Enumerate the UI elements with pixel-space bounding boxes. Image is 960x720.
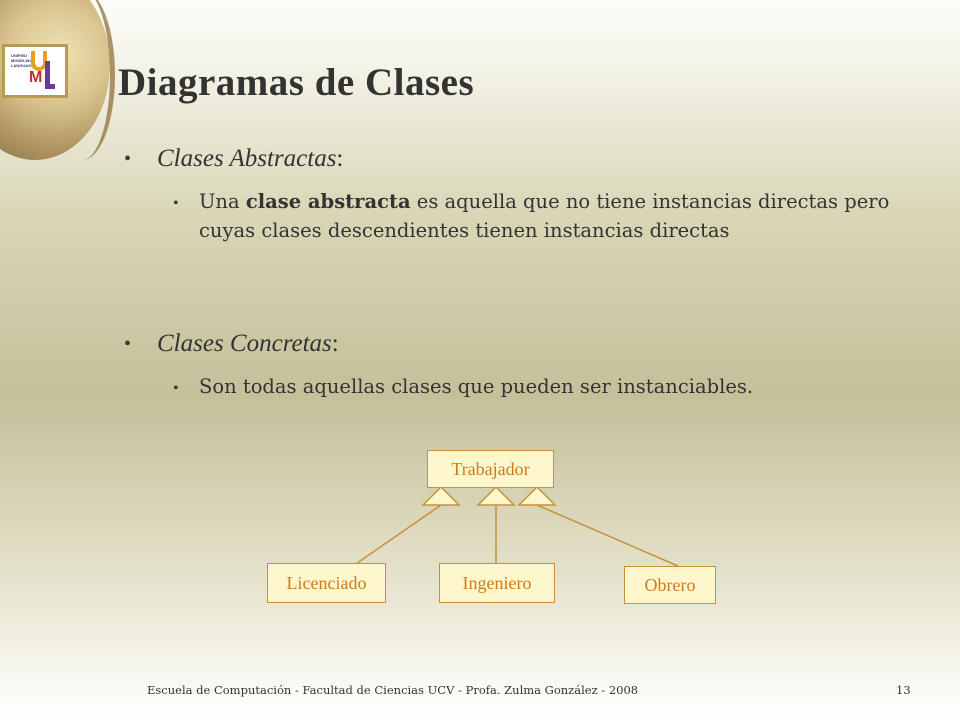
- slide-title: Diagramas de Clases: [118, 61, 475, 104]
- link-obrero: [537, 505, 678, 566]
- bullet-marker: •: [124, 333, 132, 355]
- class-trabajador: Trabajador: [427, 450, 554, 488]
- generalization-arrow-licenciado: [423, 487, 459, 505]
- definition-text-after: es aquella que no tiene instancias directas pero cuyas clases descendientes tienen instancias directas: [199, 190, 890, 242]
- uml-logo-m: M: [29, 69, 43, 86]
- link-licenciado: [353, 505, 441, 566]
- generalization-arrow-obrero: [519, 487, 555, 505]
- sub-bullet-marker: •: [173, 195, 179, 212]
- class-ingeniero: Ingeniero: [439, 563, 555, 603]
- definition-bold-term: clase abstracta: [245, 190, 411, 213]
- sub-bullet-marker: •: [173, 380, 179, 397]
- heading-text: Clases Concretas: [157, 330, 332, 357]
- class-obrero: Obrero: [624, 566, 716, 604]
- footer-credits: Escuela de Computación - Facultad de Ciencias UCV - Profa. Zulma González - 2008: [147, 683, 639, 697]
- heading-text: Clases Abstractas: [157, 145, 337, 172]
- heading-colon: :: [331, 330, 339, 357]
- heading-colon: :: [336, 145, 344, 172]
- definition-text-before: Una: [199, 190, 246, 213]
- generalization-arrow-ingeniero: [478, 487, 514, 505]
- page-number: 13: [896, 683, 911, 697]
- class-licenciado: Licenciado: [267, 563, 386, 603]
- uml-logo-wordmark: UNIFIED MODELING LANGUAGE: [11, 53, 34, 68]
- bullet-marker: •: [124, 148, 132, 170]
- concrete-class-definition: Son todas aquellas clases que pueden ser instanciables.: [199, 375, 754, 398]
